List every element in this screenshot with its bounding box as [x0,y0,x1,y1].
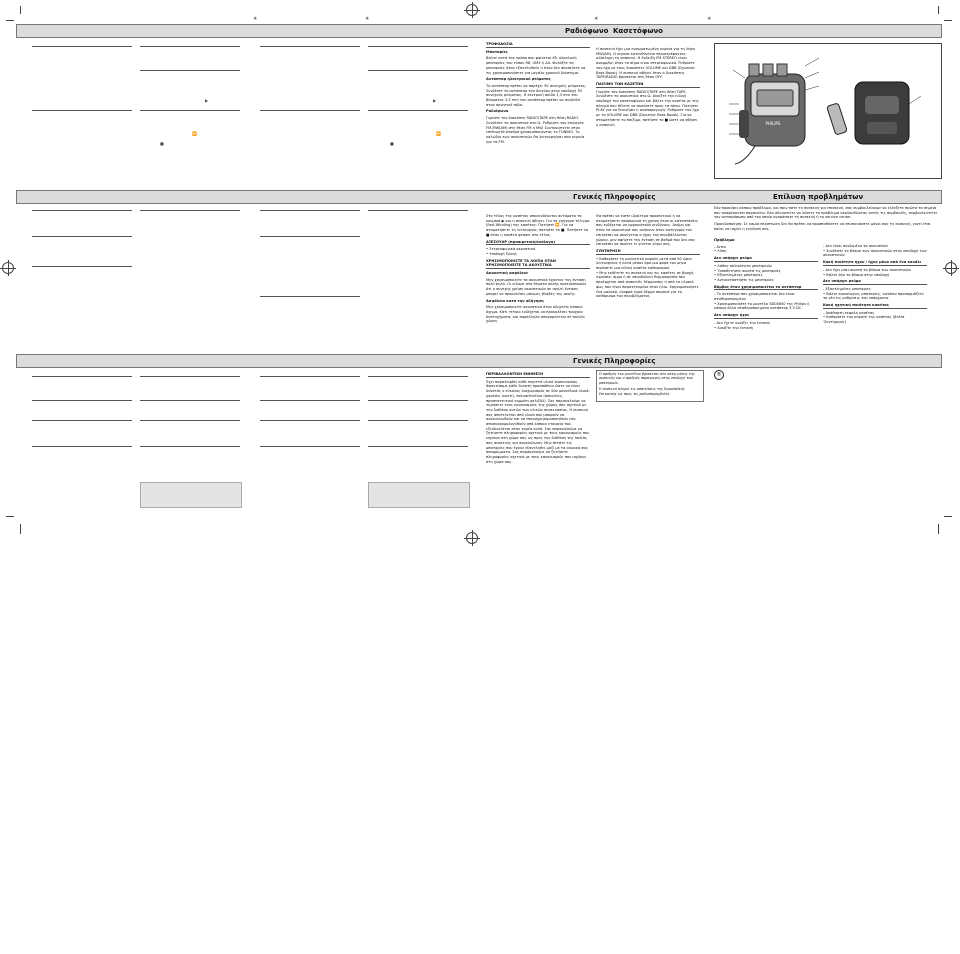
brand-logo: PHILIPS [765,121,781,126]
paragraph: Το αντάπτορ πρέπει να παρέχει 3V συνεχούς ρεύματος. Συνδέστε το αντάπτορ του δικτύου στην υποδοχή 3V συνεχούς ρεύματος. Η κεντρική ακίδα 1,3 mm του βύσματος 3.5 mm του αντάπτορ πρέπει να συνδεθεί στον αρνητικό πόλο. [486,83,587,107]
column-rule [368,400,468,401]
paragraph: - Το αντάπτορ που χρησιμοποιείται δεν είναι σταθεροποιημένο • Χρησιμοποιήστε το μοντέλο SBC6650 της Philips ή κάποιο άλλο σταθεροποιημένο αντάπτορ 3 V DC [714,292,810,311]
column-troubleshooting [714,206,940,234]
column-rule [368,446,468,447]
star-marker: ✳ [365,16,370,22]
section-band-general-troubleshoot [16,190,942,204]
registration-mark [466,532,478,544]
ff-symbol: ⏩ [436,131,441,136]
subheading: Ασφάλεια κατά την οδήγηση [486,298,544,303]
paragraph: - Αιτία • Λύση [714,244,727,254]
column-rule [32,266,132,267]
band-title-radio: Ραδιόφωνο [565,27,609,35]
section-heading: ΤΡΟΦΟΔΟΣΙΑ [486,42,590,48]
column-troubleshoot-left [714,238,818,332]
column-rule [140,420,240,421]
note-text: Η συσκευή πληροί τις απαιτήσεις της Ευρωπαϊκής Επιτροπής ως προς τις ραδιοπαρεμβολές. [599,387,685,396]
paragraph: Μην χρησιμοποιείτε τα ακουστικά έχοντας την ένταση πολύ ψηλά. Οι ειδικοί στα θέματα ακοής προειδοποιούν ότι η συνεχής χρήση ακουστικών σε υψηλή ένταση μπορεί να προκαλέσει μόνιμες βλάβες της ακοής. [486,277,587,296]
subheading: Ραδιόφωνο [486,109,509,114]
stop-symbol: ■ [160,141,164,146]
column-power-radio [486,42,590,146]
column-rule [32,446,132,447]
section-heading: ΑΞΕΣΟΥΑΡ (προαιρετικά/ανάλογα) [486,240,590,246]
paragraph: Γυρίστε τον διακόπτη RADIO/TAPE στη θέση TAPE. Συνδέστε τα ακουστικά στο Ω. Ανοίξτε την ειδική υποδοχή του κασετοφώνου και βάλτε την κασέτα με την πλευρά που θέλετε να ακούσετε προς τα πάνω. Πατήστε PLAY για να ξεκινήσει η αναπαραγωγή. Ρυθμίστε τον ήχο με το VOLUME και DBB (Dynamic Bass Boost). Για να σταματήσετε το παίξιμο, πατήστε το ■ ώστε να σβήσει η συσκευή. [596,89,699,127]
crop-mark [944,20,952,21]
gray-box [368,482,470,508]
model-number-note [596,370,704,402]
registration-mark [466,4,478,16]
column-rule [260,400,360,401]
note-text: Ο αριθμός του μοντέλου βρίσκεται στο κάτω μέρος της συσκευής και ο αριθμός παραγωγής στην υποδοχή των μπαταριών. [599,372,695,385]
paragraph: - Εξαντλημένες μπαταρίες • Βάλτε καινούργιες μπαταρίες, κατόπιν προσαρμόζετε το νέο τις ρυθμίσεις του υπάρχοντα [823,286,924,301]
section-heading: ΠΑΙΞΙΜΟ ΤΩΝ ΚΑΣΕΤΩΝ [596,82,700,88]
subheading: Δεν υπάρχει ήχος [714,313,818,319]
column-rule [368,110,468,111]
column-rule [368,210,468,211]
section-heading: ΧΡΗΣΙΜΟΠΟΙΗΣΤΕ ΤΑ ΛΟΙΠΑ ΟΤΑΝ ΧΡΗΣΙΜΟΠΟΙΕΙΤΕ ΤΑ ΑΚΟΥΣΤΙΚΑ [486,259,590,269]
column-rule [260,236,360,237]
paragraph: - Δεν έχει μπει σωστά το βύσμα των ακουστικών • Βάλτε όλο το βύσμα στην υποδοχή [823,267,912,277]
column-accessories-safety [486,214,590,326]
section-band-general-2 [16,354,942,368]
column-rule [140,376,240,377]
crop-mark [938,6,939,14]
subheading: Κακή ηχητική ποιότητα κασέτας [823,303,927,309]
subheading: Κακή ποιότητα ήχου / ήχος μόνο από ένα κανάλι [823,260,927,266]
ce-mark: ® [714,370,724,380]
column-rule [140,400,240,401]
subheading: Ακουστική ασφάλεια [486,271,528,276]
band-title-troubleshooting: Επίλυση προβλημάτων [773,193,864,201]
column-rule [260,376,360,377]
subheading: Μπαταρίες [486,49,508,54]
star-marker: ✳ [253,16,258,22]
paragraph: • Καθαρίστε τη μαγνητική κεφαλή μετά από 50 ώρες λειτουργίας ή κατά μέσον όρο μια φορά τον μήνα περάσετε μια ειδική κασέτα καθαρισμού. • Μην εκθέτετε τη συσκευή και τις κασέτες σε βροχή, υγρασία, άμμο ή σε υπερβολική θερμοκρασία που προέρχεται από συσκευές θέρμανσης ή από το ηλιακό φως που είναι παρατεταμένο στον ήλιο. Χρησιμοποιήστε ένα μαλακό, ελαφρά υγρό δέρμα σαμουά για το καθάρισμα του περιβλήματος. [596,256,699,299]
paragraph: • Στερεοφωνικά ακουστικά • Υποδοχή ζώνης [486,247,536,256]
paragraph: - Δεν έχετε ανοίξει την ένταση • Ανοίξτε την ένταση [714,320,770,330]
column-rule [260,46,360,47]
column-rule [140,210,240,211]
column-rule [260,210,360,211]
paragraph: - Δεν είναι συνδεμένα τα ακουστικά • Συνδέστε το βύσμα των ακουστικών στην υποδοχή των ακουστικών [823,244,927,258]
paragraph: Έχει παραλειφθεί κάθε περιττό υλικό συσκευασίας. Φροντίσαμε κάθε δυνατή προσπάθεια ώστε να είναι δυνατός ο εύκολος διαχωρισμός σε δύο μονοϋλικά υλικά: χαρτόνι (κουτί), πολυαιθυλένιο (σακούλες, προστατευτικό κομμάτι φελιζόλ). Σας παρακαλούμε να τηρήσετε τους κανονισμούς της χώρας σας σχετικά με την διάθεση αυτών των υλικών συσκευασίας. Η συσκευή σας αποτελείται από υλικά που μπορούν να ανακυκλωθούν και να επαναχρησιμοποιηθούν εάν αποσυναρμολογηθούν από κάποια εταιρεία που εξειδικεύεται στον τομέα αυτό. Σας παρακαλούμε να ζητήσετε πληροφορίες σχετικά με τους κανονισμούς που ισχύουν στη χώρα σας ως προς την διάθεση της παλιάς σας συσκευής για ανακύκλωση. Μην πετάτε τις μπαταρίες που έχουν εξαντληθεί μαζί με τα οικιακά σας απορρίμματα. Σας παρακαλούμε να ζητήσετε πληροφορίες σχετικά με τους κανονισμούς που ισχύουν στη χώρα σας. [486,379,590,464]
crop-mark [944,516,952,517]
ff-symbol: ⏩ [192,131,197,136]
paragraph: Στο τέλος της κασέτας αποσυνδέονται αυτόματα τα κουμπιά ▶ και η συσκευή σβήνει. Για το γρήγορο τύλιγμα (Fast Winding) της κασέτας: Πατήστε ⏩. Για να σταματήσετε τη λειτουργία, πατήστε το ■. Πατήστε το ■ όταν η κασέτα φτάσει στο τέλος. [486,214,590,237]
section-heading: ΠΕΡΙΒΑΛΛΟΝΤΙΚΗ ΕΝΗΜΕΞΗ [486,372,590,378]
paragraph: Θα πρέπει να είστε ιδιαίτερα προσεκτικοί ή να σταματήσετε προσωρινά τη χρήση όταν οι καταστάσεις που ενδέχεται να εμφανιστούν κινδύνους. Ακόμη και όταν τα ακουστικά σας ανήκουν στον κατηγορία του επιτρέπει να ακούγεται ο ήχος του περιβάλλοντος χώρου, μην αφήνετε την ένταση σε βαθμό που δεν σας επιτρέπει να ακούτε τι γίνεται γύρω σας. [596,214,699,247]
column-rule [260,420,360,421]
play-symbol: ▶ [205,98,209,103]
registration-mark [2,262,14,274]
crop-mark [20,6,21,14]
subheading: Βόμβος όταν χρησιμοποιείται το αντάπτορ [714,285,818,291]
paragraph: Μην χρησιμοποιείτε ακουστικά όταν οδηγείτε κάποιο όχημα. Κάτι τέτοιο ενδέχεται να προκαλέσει τροχαία δυστυχήματα, και παράλληλα απαγορεύεται σε πολλές χώρες. [486,305,586,324]
column-rule [260,296,360,297]
paragraph: Γυρίστε τον διακόπτη RADIO/TAPE στη θέση RADIO. Συνδέστε τα ακουστικά στο Ω. Ρυθμίστε τον επιλογέα FM-MW(AM) στη θέση FM ή MW. Συντονιστείτε στον επιθυμητό σταθμό χρησιμοποιώντας το TUNING. Το καλώδιο των ακουστικών θα λειτουργήσει σαν κεραία για τα FM. [486,116,585,144]
crop-mark [6,20,14,21]
column-rule [32,210,132,211]
warning: Προειδοποίηση: Σε καμία περίπτωση δεν θα πρέπει να προσπαθήσετε να επισκευάσετε μόνοι σας τη συσκευή, γιατί έτσι παύει να ισχύει η εγγύησή σας. [714,222,931,231]
subheading: Αντάπτορ ηλεκτρικού ρεύματος [486,77,551,82]
star-marker: ✳ [707,16,712,22]
column-rule [32,400,132,401]
device-illustration [714,43,942,179]
section-heading: ΣΥΝΤΗΡΗΣΗ [596,249,700,255]
play-symbol: ▶ [433,98,437,103]
subheading: Πρόβλημα [714,238,735,242]
column-rule [260,110,360,111]
crop-mark [20,524,21,534]
star-marker: ✳ [594,16,599,22]
column-rule [140,46,240,47]
paragraph: Εάν προκύψει κάποιο πρόβλημα, και πριν πάτε τη συσκευή για επισκευή, σας συμβουλεύουμε να ελέγξετε πρώτα τα σημεία που αναφέρονται παρακάτω. Εάν αδυνατείτε να λύσετε το πρόβλημα ακολουθώντας αυτές τις συμβουλές, συμβουλευτείτε τον αντιπρόσωπο από τον οποίο αγοράσατε τη συσκευή ή το service center. [714,206,938,220]
column-rule [140,446,240,447]
column-cassette [596,47,700,129]
column-rule [32,110,132,111]
paragraph: Βάλτε κατά τον τρόπο που φαίνεται έξι αλκαλικές μπαταρίες του τύπου R6, UM3 ή AA. Φυλάξτε τις μπαταρίες όταν εξαντληθούν ή όταν δεν σκοπεύετε να τις χρησιμοποιήσετε για μεγάλο χρονικό διάστημα. [486,56,586,75]
band-title-cassette: Κασετόφωνο [613,27,663,35]
column-environment [486,372,590,466]
band-title-general: Γενικές Πληροφορίες [573,193,656,201]
column-rule [368,46,468,47]
column-rule [32,236,132,237]
column-maintenance [596,214,700,301]
column-troubleshoot-right [823,244,927,327]
crop-mark [938,524,939,534]
column-rule [260,446,360,447]
subheading: Δεν υπάρχει ρεύμα [714,256,818,262]
column-rule [368,376,468,377]
column-rule [32,46,132,47]
column-rule [140,70,240,71]
subheading: Δεν υπάρχει ρεύμα [823,279,927,285]
section-band-radio-cassette [16,24,942,38]
registration-mark [945,262,957,274]
crop-mark [6,516,14,517]
paragraph: Η συσκευή έχει μια ενσωματωμένη κεραία για τη λήψη MW(AM). Η κεραία κατευθύνεται περιστρέφοντας ολόκληρη τη συσκευή. Η ένδειξη FM STEREO είναι αναμμένη όταν το σήμα είναι στερεοφωνικό. Ρυθμίστε τον ήχο με τους διακόπτες VOLUME και DBB (Dynamic Bass Boost). Η συσκευή σβήνει όταν ο διακόπτης TAPE/RADIO βρίσκεται στη θέση OFF. [596,47,696,80]
stop-symbol: ■ [390,141,394,146]
band-title-general-2: Γενικές Πληροφορίες [573,357,656,365]
column-rule [32,376,132,377]
column-rule [32,420,132,421]
gray-box [140,482,242,508]
cassette-player-drawing [715,44,941,178]
column-rule [368,70,468,71]
column-rule [140,110,240,111]
column-rule [368,420,468,421]
paragraph: - Ακάθαρτη κεφαλή κασέτας • Καθαρίστε την κεφαλή της κασέτας (βλέπε 'Συντήρηση') [823,310,905,325]
paragraph: • Λάθος πολικότητα μπαταριών • Τοποθετήστε σωστά τις μπαταρίες • Εξαντλημένες μπαταρίες • Αντικαταστήστε τις μπαταρίες [714,263,781,282]
